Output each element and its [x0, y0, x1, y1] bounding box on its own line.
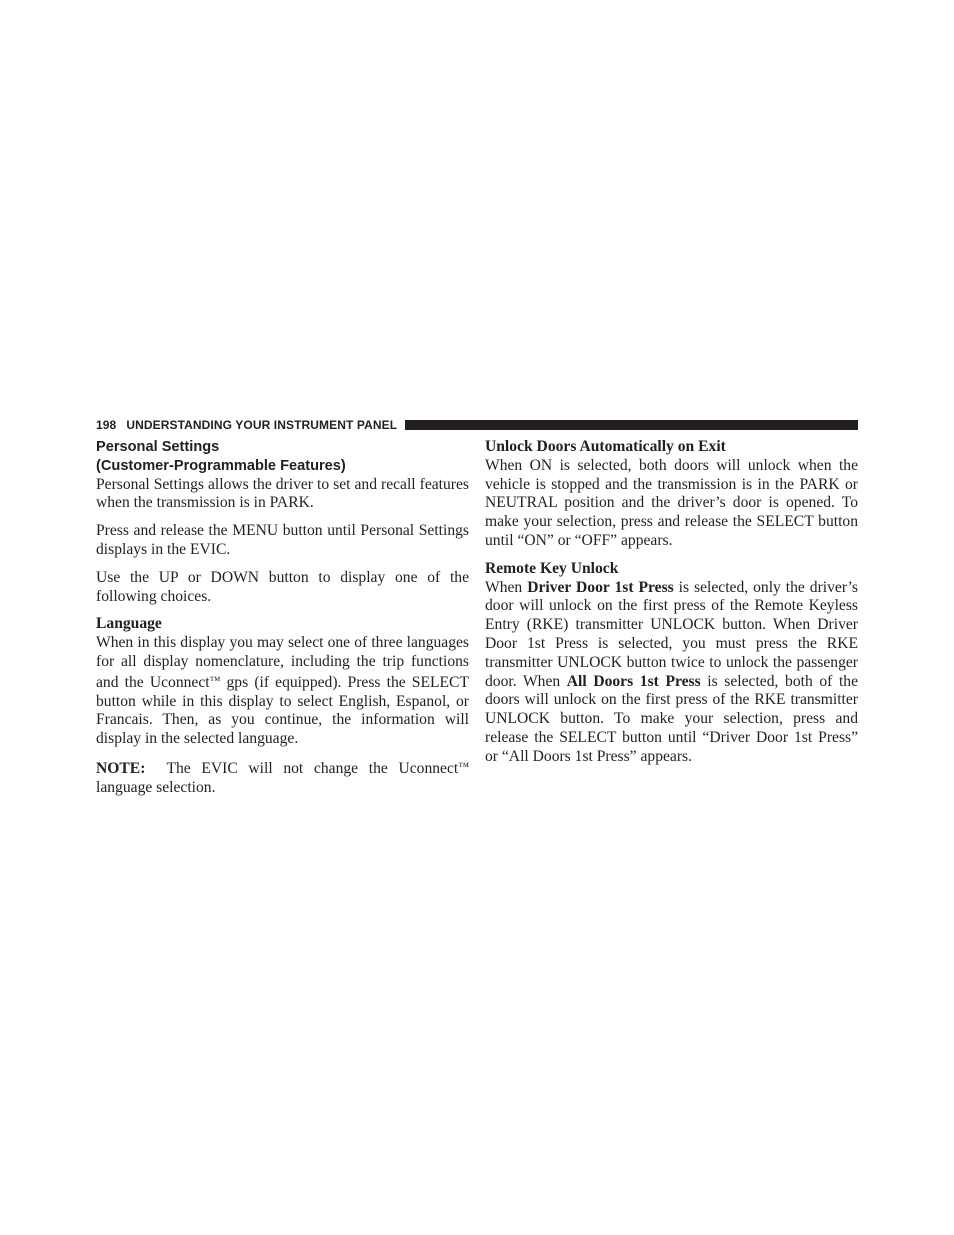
section-title-line1: Personal Settings [96, 439, 220, 455]
note-text-2: language selection. [96, 778, 216, 796]
unlock-paragraph: When ON is selected, both doors will unlock when the vehicle is stopped and the transmission is in the PARK or NEUTRAL position and the driver’s door is opened. To make your selection, press and release the SELECT button until “ON” or “OFF” appears. [485, 456, 858, 549]
section-title [96, 438, 469, 476]
language-text-2: gps (if equipped). Press the SELECT button while in this display to select English, Espanol, or Francais. Then, as you continue, the information will display in the selected language. [96, 673, 469, 748]
remote-text-3: is selected, both of the doors will unlock on the first press of the RKE transmitter UNLOCK button. To make your selection, press and release the SELECT button until “Driver Door 1st Press” or “All Doors 1st Press” appears. [485, 672, 859, 765]
running-title: UNDERSTANDING YOUR INSTRUMENT PANEL [126, 418, 398, 432]
updown-paragraph: Use the UP or DOWN button to display one of the following choices. [96, 568, 469, 605]
section-title-line2: (Customer-Programmable Features) [96, 457, 346, 474]
header-text [96, 416, 397, 434]
remote-text-2: is selected, only the driver’s door will unlock on the first press of the Remote Keyless Entry (RKE) transmitter UNLOCK button. When Driver Door 1st Press is selected, you must press the RKE transmitter UNLOCK button twice to unlock the passenger door. When [485, 578, 858, 690]
note-label: NOTE: [96, 759, 146, 777]
page-number: 198 [96, 418, 117, 432]
menu-paragraph: Press and release the MENU button until Personal Settings displays in the EVIC. [96, 522, 469, 558]
remote-paragraph [485, 579, 858, 767]
language-paragraph [96, 634, 469, 749]
left-column [96, 438, 469, 798]
unlock-heading: Unlock Doors Automatically on Exit [485, 438, 726, 455]
note-text-1: The EVIC will not change the Uconnect [145, 759, 459, 777]
header-rule [405, 420, 858, 430]
remote-bold-1: Driver Door 1st Press [527, 578, 674, 596]
trademark-symbol: ™ [458, 760, 469, 773]
remote-bold-2: All Doors 1st Press [566, 672, 701, 690]
remote-text-1: When [485, 578, 528, 596]
page-header [96, 416, 858, 434]
note-paragraph [96, 758, 469, 798]
language-heading: Language [96, 615, 162, 633]
remote-heading: Remote Key Unlock [485, 559, 619, 577]
right-column [485, 438, 858, 767]
trademark-symbol: ™ [209, 674, 221, 687]
language-text-1: When in this display you may select one of three languages for all display nomenclature, including the trip functions and the Uconnect [96, 634, 469, 691]
intro-paragraph: Personal Settings allows the driver to set and recall features when the transmission is in PARK. [96, 475, 469, 512]
